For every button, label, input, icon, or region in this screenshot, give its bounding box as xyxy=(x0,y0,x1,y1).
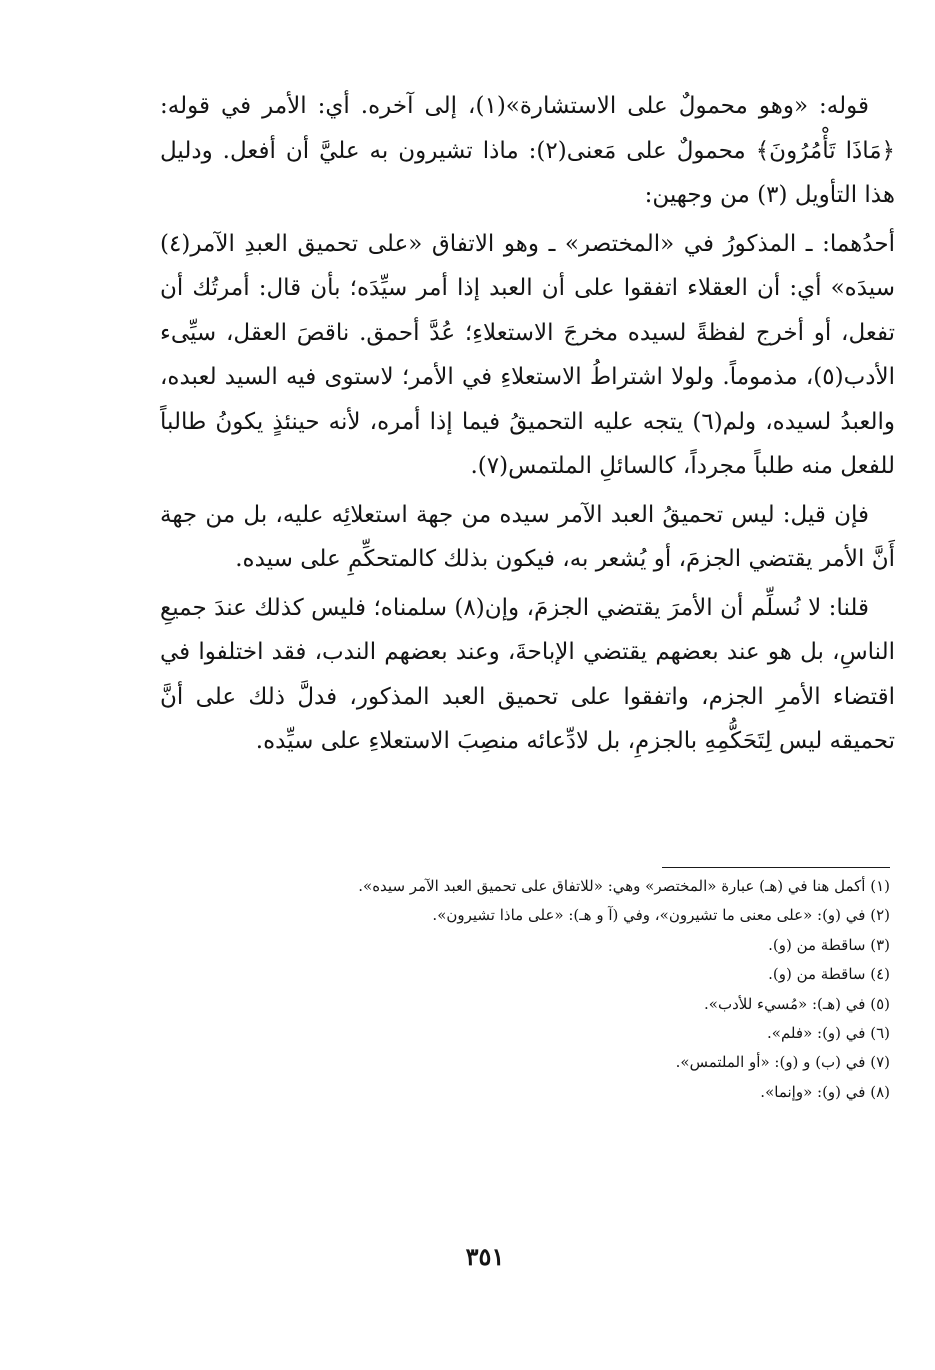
footnotes xyxy=(200,872,890,1107)
paragraph-2: أحدُهما: ـ المذكورُ في «المختصر» ـ وهو الاتفاق «على تحميق العبدِ الآمر(٤) سيدَه» أي: أن العقلاء اتفقوا على أن العبد إذا أمر سيِّدَه؛ بأن قال: أمرتُك أن تفعل، أو أخرج لفظةً لسيده مخرجَ الاستعلاءِ؛ عُدَّ أحمق. ناقصَ العقل، سيِّىء الأدب(٥)، مذموماً. ولولا اشتراطُ الاستعلاءِ في الأمر؛ لاستوى فيه السيد لعبده، والعبدُ لسيده، ولم(٦) يتجه عليه التحميقُ فيما إذا أمره، لأنه حينئذٍ يكونُ طالباً للفعل منه طلباً مجرداً، كالسائلِ الملتمس(٧). xyxy=(160,230,895,479)
footnote-2: (٢) في (و): «على معنى ما تشيرون»، وفي (آ و هـ): «على ماذا تشيرون». xyxy=(432,906,890,925)
footnote-7: (٧) في (ب) و (و): «أو الملتمس». xyxy=(675,1053,890,1072)
footnote-separator xyxy=(662,867,890,868)
page-number: ٣٥١ xyxy=(465,1242,505,1271)
paragraph-4: قلنا: لا نُسلِّم أن الأمرَ يقتضي الجزمَ، وإن(٨) سلمناه؛ فليس كذلك عندَ جميعِ الناسِ، بل هو عند بعضهم يقتضي الإباحةَ، وعند بعضهم الندب، فقد اختلفوا في اقتضاء الأمرِ الجزم، واتفقوا على تحميق العبد المذكور، فدلَّ ذلك على أنَّ تحميقه ليس لِتَحَكُّمِهِ بالجزمِ، بل لادِّعائه منصِبَ الاستعلاءِ على سيِّده. xyxy=(160,594,895,754)
footnote-1: (١) أكمل هنا في (هـ) عبارة «المختصر» وهي: «للاتفاق على تحميق العبد الآمر سيده». xyxy=(358,877,890,895)
footnote-5: (٥) في (هـ): «مُسيء للأدب». xyxy=(704,994,890,1013)
footnote-3: (٣) ساقطة من (و). xyxy=(768,935,890,954)
paragraph-3: فإن قيل: ليس تحميقُ العبد الآمر سيده من جهة استعلائِه عليه، بل من جهة أَنَّ الأمر يقتضي الجزمَ، أو يُشعر به، فيكون بذلك كالمتحكِّمِ على سيده. xyxy=(160,501,895,572)
paragraph-1: قوله: «وهو محمولٌ على الاستشارة»(١)، إلى آخره. أي: الأمر في قوله: ﴿مَاذَا تَأْمُرُونَ﴾ محمولٌ على مَعنى(٢): ماذا تشيرون به عليَّ أن أفعل. ودليل هذا التأويل (٣) من وجهين: xyxy=(160,93,896,208)
footnote-4: (٤) ساقطة من (و). xyxy=(768,965,890,984)
footnote-6: (٦) في (و): «فلم». xyxy=(767,1024,890,1043)
footnote-8: (٨) في (و): «وإنما». xyxy=(760,1082,890,1101)
main-text xyxy=(160,84,895,768)
